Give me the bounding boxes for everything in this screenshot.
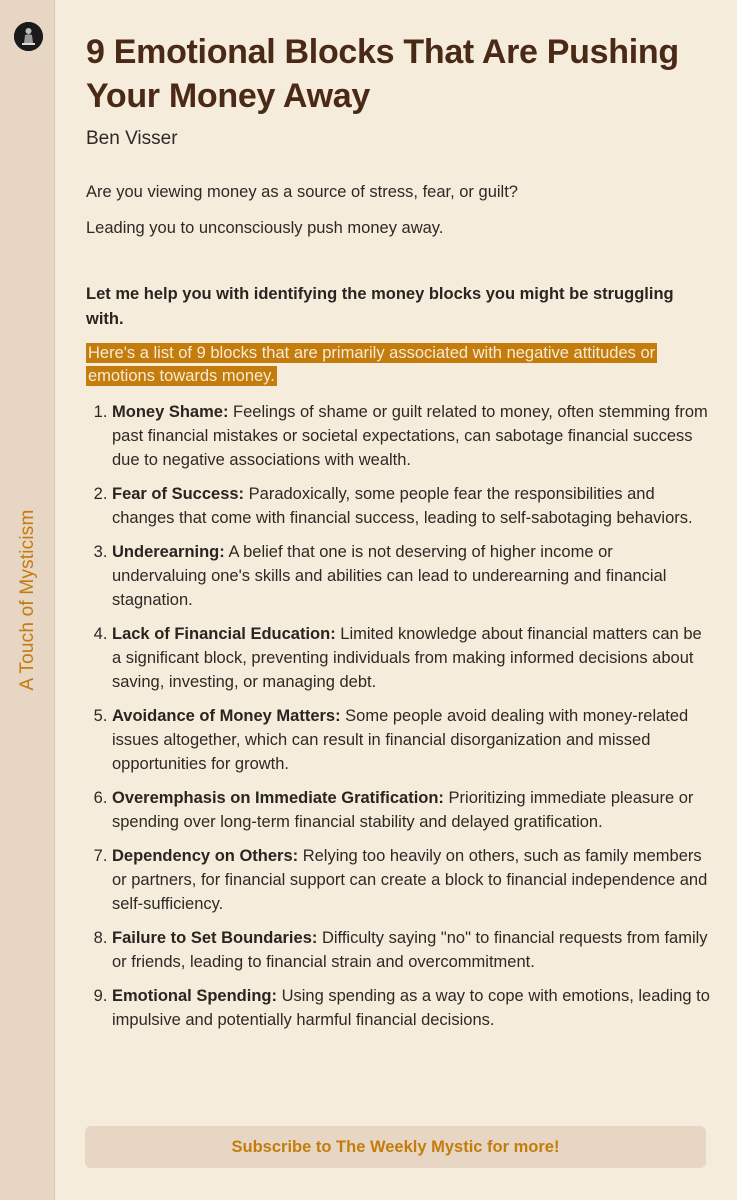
list-item-desc: Feelings of shame or guilt related to money, often stemming from past financial mistakes or societal expectations, can sabotage financial success due to negative associations with wealth. bbox=[112, 403, 708, 469]
sidebar bbox=[0, 0, 55, 1200]
list-item-desc: Limited knowledge about financial matters can be a significant block, preventing individuals from making informed decisions about saving, investing, or managing debt. bbox=[112, 625, 702, 691]
list-item bbox=[112, 622, 710, 694]
list-item bbox=[112, 540, 710, 612]
list-item-term: Fear of Success: bbox=[112, 485, 245, 503]
list-item-desc: Difficulty saying "no" to financial requests from family or friends, leading to financial strain and overcommitment. bbox=[112, 929, 708, 971]
list-item-term: Dependency on Others: bbox=[112, 847, 299, 865]
avatar-figure-icon bbox=[14, 22, 43, 51]
list-item-desc: Using spending as a way to cope with emotions, leading to impulsive and potentially harmful financial decisions. bbox=[112, 987, 710, 1029]
intro bbox=[86, 180, 710, 240]
article-title: 9 Emotional Blocks That Are Pushing Your Money Away bbox=[86, 33, 679, 115]
list-item-desc: Relying too heavily on others, such as family members or partners, for financial support can create a block to financial independence and self-sufficiency. bbox=[112, 847, 708, 913]
intro-paragraph: Are you viewing money as a source of stress, fear, or guilt? bbox=[86, 183, 518, 201]
list-item bbox=[112, 704, 710, 776]
list-item-term: Underearning: bbox=[112, 543, 225, 561]
avatar[interactable] bbox=[14, 22, 43, 51]
list-item bbox=[112, 786, 710, 834]
list-item-term: Emotional Spending: bbox=[112, 987, 277, 1005]
list-item-term: Overemphasis on Immediate Gratification: bbox=[112, 789, 444, 807]
lead-paragraph: Let me help you with identifying the money blocks you might be struggling with. bbox=[86, 285, 674, 328]
highlighted-paragraph bbox=[86, 342, 710, 388]
list-item-desc: Some people avoid dealing with money-related issues altogether, which can result in financial disorganization and missed opportunities for growth. bbox=[112, 707, 689, 773]
list-item bbox=[112, 482, 710, 530]
list-item-desc: Prioritizing immediate pleasure or spending over long-term financial stability and delayed gratification. bbox=[112, 789, 694, 831]
author-name: Ben Visser bbox=[86, 128, 178, 149]
list-item-term: Money Shame: bbox=[112, 403, 229, 421]
subscribe-button[interactable]: Subscribe to The Weekly Mystic for more! bbox=[85, 1126, 706, 1168]
blocks-list bbox=[86, 400, 710, 1032]
intro-paragraph: Leading you to unconsciously push money away. bbox=[86, 219, 444, 237]
list-item bbox=[112, 984, 710, 1032]
list-item-term: Lack of Financial Education: bbox=[112, 625, 336, 643]
list-item bbox=[112, 400, 710, 472]
highlighted-text: Here's a list of 9 blocks that are primarily associated with negative attitudes or emotions towards money. bbox=[88, 344, 656, 385]
list-item bbox=[112, 926, 710, 974]
list-item-term: Failure to Set Boundaries: bbox=[112, 929, 318, 947]
article bbox=[86, 30, 710, 1042]
list-item bbox=[112, 844, 710, 916]
list-item-desc: Paradoxically, some people fear the responsibilities and changes that come with financial success, leading to self-sabotaging behaviors. bbox=[112, 485, 693, 527]
list-item-desc: A belief that one is not deserving of higher income or undervaluing one's skills and abilities can lead to underearning and financial stagnation. bbox=[112, 543, 667, 609]
publication-name[interactable]: A Touch of Mysticism bbox=[17, 509, 38, 691]
list-item-term: Avoidance of Money Matters: bbox=[112, 707, 341, 725]
